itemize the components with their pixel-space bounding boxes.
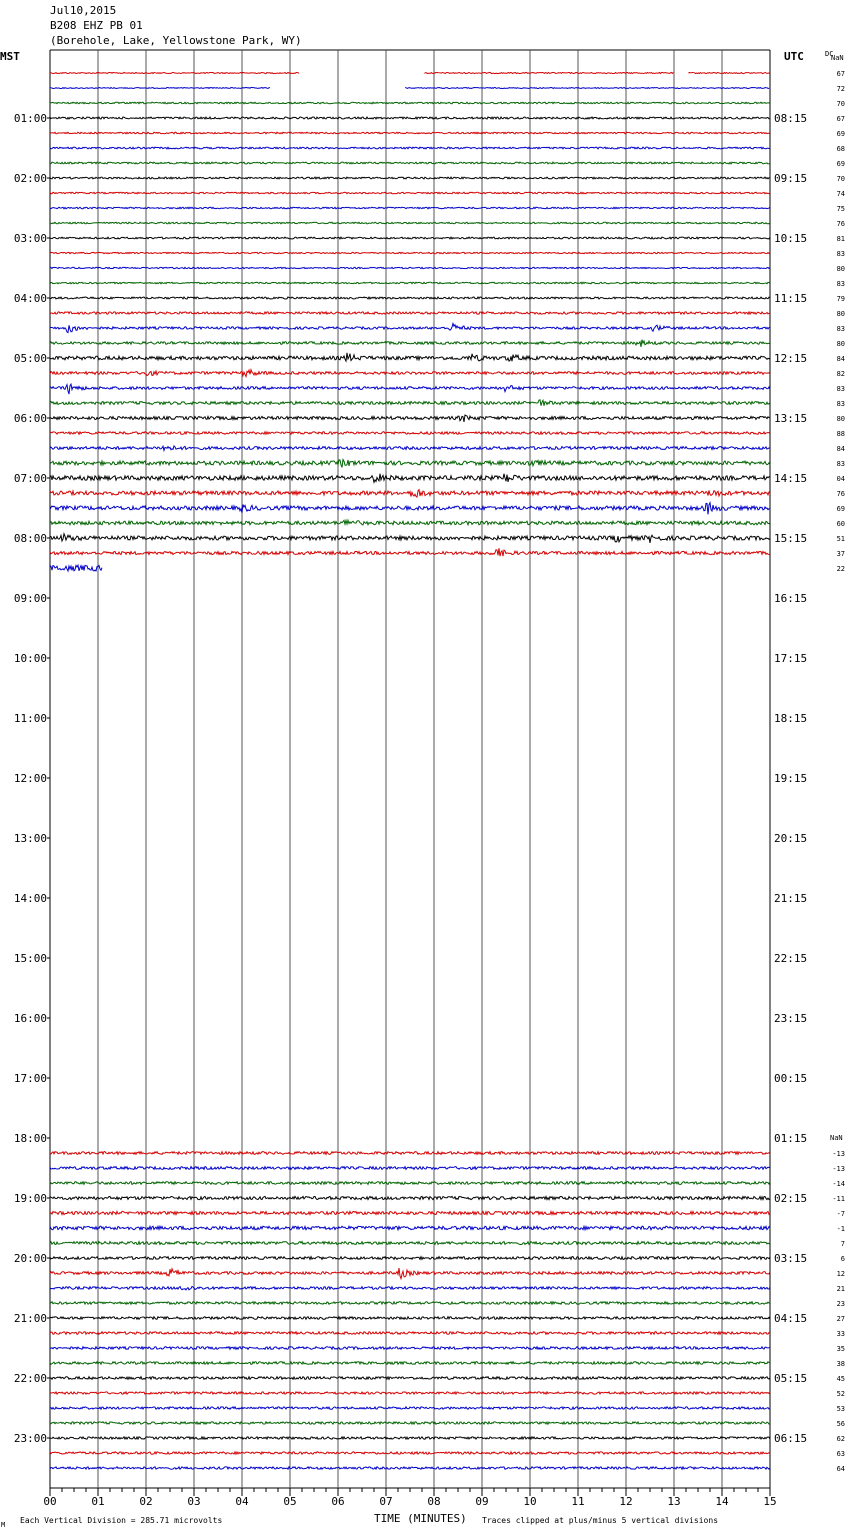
hour-label-right: 15:15 [774, 532, 808, 545]
x-tick-label: 12 [619, 1495, 633, 1508]
x-tick-label: 13 [667, 1495, 681, 1508]
dc-offset-label: 69 [836, 505, 845, 513]
seismic-trace [50, 503, 770, 515]
dc-offset-label: 60 [836, 520, 845, 528]
x-tick-label: 08 [427, 1495, 441, 1508]
seismic-trace [50, 1182, 770, 1185]
dc-offset-label: 72 [836, 85, 845, 93]
seismic-trace [50, 312, 770, 314]
hour-label-right: 12:15 [774, 352, 808, 365]
hour-label-left: 11:00 [13, 712, 47, 725]
dc-offset-label: 68 [836, 145, 845, 153]
hour-label-right: 05:15 [774, 1372, 808, 1385]
seismic-trace [50, 147, 770, 149]
x-tick-label: 14 [715, 1495, 729, 1508]
hour-label-left: 14:00 [13, 892, 47, 905]
hour-label-left: 23:00 [13, 1432, 47, 1445]
seismic-trace [50, 1257, 770, 1260]
hour-label-right: 13:15 [774, 412, 808, 425]
seismic-trace [50, 1167, 770, 1170]
seismic-trace [50, 282, 770, 284]
dc-offset-label: -1 [836, 1225, 845, 1233]
seismic-trace [50, 72, 299, 73]
dc-offset-label: 69 [836, 160, 845, 168]
hour-label-right: 14:15 [774, 472, 808, 485]
dc-offset-label: 21 [836, 1285, 845, 1293]
seismic-trace [50, 534, 770, 543]
dc-offset-label: 7 [840, 1240, 845, 1248]
seismic-trace [50, 252, 770, 253]
hour-label-left: 08:00 [13, 532, 47, 545]
seismic-trace [50, 370, 770, 377]
dc-offset-label: -14 [832, 1180, 845, 1188]
seismic-trace [50, 565, 102, 571]
seismic-trace [50, 340, 770, 347]
dc-offset-label: 80 [836, 310, 845, 318]
hour-label-right: 06:15 [774, 1432, 808, 1445]
dc-offset-label: 75 [836, 205, 845, 213]
hour-label-right: 16:15 [774, 592, 808, 605]
seismic-trace [50, 400, 770, 406]
seismic-trace [50, 177, 770, 179]
hour-label-right: 00:15 [774, 1072, 808, 1085]
hour-label-right: 19:15 [774, 772, 808, 785]
hour-label-left: 05:00 [13, 352, 47, 365]
hour-label-right: 17:15 [774, 652, 808, 665]
dc-offset-label: 23 [836, 1300, 845, 1308]
x-tick-label: 11 [571, 1495, 585, 1508]
dc-offset-label: 56 [836, 1420, 845, 1428]
hour-label-right: 23:15 [774, 1012, 808, 1025]
seismic-trace [50, 1302, 770, 1305]
seismic-trace [50, 222, 770, 224]
seismic-trace [50, 1377, 770, 1380]
hour-label-left: 10:00 [13, 652, 47, 665]
left-timezone-label: MST [0, 50, 20, 63]
dc-offset-label: 83 [836, 250, 845, 258]
hour-label-left: 06:00 [13, 412, 47, 425]
x-tick-label: 02 [139, 1495, 153, 1508]
seismic-trace [50, 1392, 770, 1394]
dc-offset-label: 67 [836, 70, 845, 78]
seismic-trace [50, 132, 770, 134]
hour-label-left: 13:00 [13, 832, 47, 845]
dc-column-header: DC [825, 50, 834, 58]
hour-label-left: 02:00 [13, 172, 47, 185]
dc-offset-label: 88 [836, 430, 845, 438]
seismic-trace [50, 415, 770, 422]
hour-label-right: 22:15 [774, 952, 808, 965]
hour-label-left: 19:00 [13, 1192, 47, 1205]
dc-offset-label: 27 [836, 1315, 845, 1323]
dc-offset-label: 70 [836, 175, 845, 183]
hour-label-right: 03:15 [774, 1252, 808, 1265]
nan-column-header-bottom: NaN [830, 1134, 843, 1142]
seismic-trace [50, 490, 770, 498]
dc-offset-label: 35 [836, 1345, 845, 1353]
hour-label-left: 21:00 [13, 1312, 47, 1325]
hour-label-left: 12:00 [13, 772, 47, 785]
x-tick-label: 10 [523, 1495, 537, 1508]
label-group [14, 70, 845, 1508]
hour-label-right: 21:15 [774, 892, 808, 905]
hour-label-left: 15:00 [13, 952, 47, 965]
division-note: Each Vertical Division = 285.71 microvolts [20, 1516, 223, 1525]
trace-group [50, 72, 770, 1469]
right-timezone-label: UTC [784, 50, 804, 63]
dc-offset-label: 83 [836, 400, 845, 408]
hour-label-left: 20:00 [13, 1252, 47, 1265]
seismic-trace [50, 297, 770, 299]
hour-label-left: 03:00 [13, 232, 47, 245]
hour-label-right: 18:15 [774, 712, 808, 725]
dc-offset-label: 84 [836, 445, 845, 453]
dc-offset-label: 04 [836, 475, 845, 483]
dc-offset-label: 38 [836, 1360, 845, 1368]
seismic-trace [50, 1407, 770, 1409]
hour-label-left: 17:00 [13, 1072, 47, 1085]
x-tick-label: 03 [187, 1495, 201, 1508]
seismic-trace [50, 324, 770, 333]
dc-offset-label: 79 [836, 295, 845, 303]
seismic-trace [50, 432, 770, 435]
dc-offset-label: 81 [836, 235, 845, 243]
hour-label-left: 16:00 [13, 1012, 47, 1025]
dc-offset-label: 51 [836, 535, 845, 543]
x-tick-label: 07 [379, 1495, 393, 1508]
seismic-trace [50, 353, 770, 361]
dc-offset-label: 83 [836, 460, 845, 468]
seismic-trace [50, 1196, 770, 1199]
hour-label-left: 09:00 [13, 592, 47, 605]
dc-offset-label: 53 [836, 1405, 845, 1413]
hour-label-right: 08:15 [774, 112, 808, 125]
seismic-trace [50, 1467, 770, 1469]
seismic-trace [50, 117, 770, 119]
seismic-trace [50, 102, 770, 104]
seismic-trace [50, 1268, 770, 1279]
seismic-trace [50, 1211, 770, 1214]
x-tick-label: 00 [43, 1495, 57, 1508]
seismic-trace [50, 1332, 770, 1335]
hour-label-right: 02:15 [774, 1192, 808, 1205]
dc-offset-label: 62 [836, 1435, 845, 1443]
dc-offset-label: -13 [832, 1165, 845, 1173]
dc-offset-label: 12 [836, 1270, 845, 1278]
seismic-trace [50, 1226, 770, 1230]
dc-offset-label: 22 [836, 565, 845, 573]
seismic-trace [50, 460, 770, 468]
seismic-trace [50, 1422, 770, 1424]
dc-offset-label: 76 [836, 490, 845, 498]
x-tick-label: 15 [763, 1495, 777, 1508]
seismic-trace [50, 192, 770, 194]
dc-offset-label: -11 [832, 1195, 845, 1203]
seismic-trace [50, 1347, 770, 1350]
hour-label-left: 01:00 [13, 112, 47, 125]
dc-offset-label: 37 [836, 550, 845, 558]
x-tick-label: 01 [91, 1495, 105, 1508]
seismic-trace [688, 72, 769, 73]
hour-label-left: 22:00 [13, 1372, 47, 1385]
hour-label-right: 09:15 [774, 172, 808, 185]
seismic-trace [50, 384, 770, 394]
seismic-trace [50, 446, 770, 450]
header-date: Jul10,2015 [50, 4, 117, 17]
header-location: (Borehole, Lake, Yellowstone Park, WY) [50, 34, 302, 47]
seismic-trace [50, 1152, 770, 1155]
dc-offset-label: 67 [836, 115, 845, 123]
x-tick-label: 06 [331, 1495, 345, 1508]
seismic-trace [50, 548, 770, 556]
x-axis-title: TIME (MINUTES) [374, 1512, 467, 1525]
hour-label-left: 07:00 [13, 472, 47, 485]
hour-label-left: 04:00 [13, 292, 47, 305]
dc-offset-label: 52 [836, 1390, 845, 1398]
seismic-trace [50, 162, 770, 164]
seismic-trace [405, 88, 769, 89]
dc-offset-label: 45 [836, 1375, 845, 1383]
seismic-trace [50, 1437, 770, 1439]
seismic-trace [50, 207, 770, 209]
corner-mark: M [1, 1521, 6, 1529]
dc-offset-label: 63 [836, 1450, 845, 1458]
dc-offset-label: 83 [836, 325, 845, 333]
hour-label-left: 18:00 [13, 1132, 47, 1145]
seismic-trace [50, 1317, 770, 1320]
x-tick-label: 09 [475, 1495, 489, 1508]
seismic-trace [50, 1452, 770, 1454]
hour-label-right: 20:15 [774, 832, 808, 845]
dc-offset-label: 69 [836, 130, 845, 138]
seismic-trace [424, 72, 673, 73]
clip-note: Traces clipped at plus/minus 5 vertical divisions [482, 1516, 719, 1525]
plot-grid [47, 50, 770, 1496]
dc-offset-label: -7 [836, 1210, 845, 1218]
seismic-trace [50, 267, 770, 268]
dc-offset-label: 82 [836, 370, 845, 378]
dc-offset-label: 80 [836, 265, 845, 273]
dc-offset-label: 6 [840, 1255, 845, 1263]
dc-offset-label: 84 [836, 355, 845, 363]
seismic-trace [50, 1362, 770, 1365]
hour-label-right: 11:15 [774, 292, 808, 305]
seismic-trace [50, 520, 770, 525]
x-tick-label: 04 [235, 1495, 249, 1508]
dc-offset-label: 74 [836, 190, 845, 198]
seismic-trace [50, 1242, 770, 1245]
seismic-trace [50, 474, 770, 483]
dc-offset-label: 76 [836, 220, 845, 228]
header-station: B208 EHZ PB 01 [50, 19, 143, 32]
dc-offset-label: 83 [836, 280, 845, 288]
hour-label-right: 10:15 [774, 232, 808, 245]
hour-label-right: 04:15 [774, 1312, 808, 1325]
dc-offset-label: -13 [832, 1150, 845, 1158]
hour-label-right: 01:15 [774, 1132, 808, 1145]
dc-offset-label: 80 [836, 340, 845, 348]
seismic-trace [50, 88, 270, 89]
seismic-trace [50, 1286, 770, 1289]
dc-offset-label: 83 [836, 385, 845, 393]
dc-offset-label: 64 [836, 1465, 845, 1473]
dc-offset-label: 33 [836, 1330, 845, 1338]
dc-offset-label: 70 [836, 100, 845, 108]
x-tick-label: 05 [283, 1495, 297, 1508]
dc-offset-label: 80 [836, 415, 845, 423]
nan-column-header-top: NaN [831, 54, 844, 62]
seismic-trace [50, 237, 770, 239]
